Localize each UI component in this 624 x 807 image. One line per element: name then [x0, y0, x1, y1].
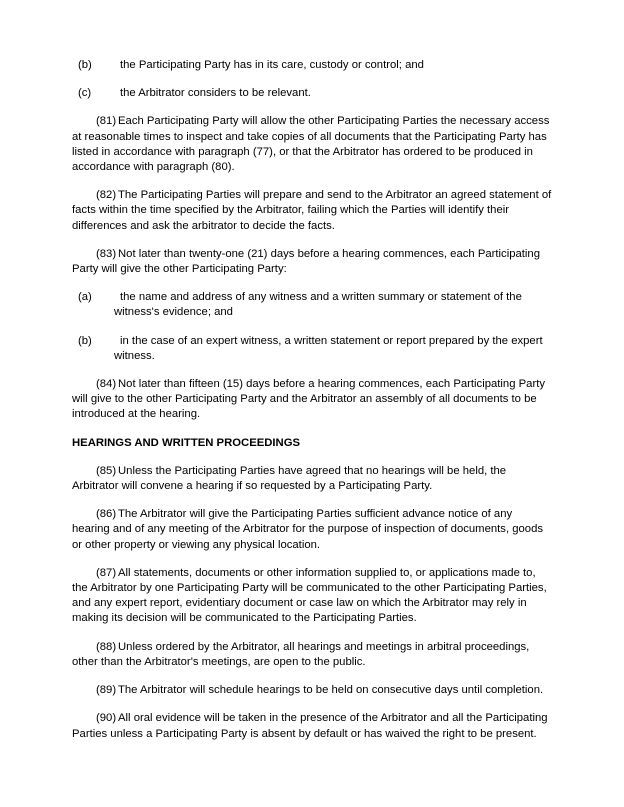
- sub-paragraph: [72, 58, 552, 73]
- paragraph-text: the name and address of any witness and a written summary or statement of the witness's evidence; and: [114, 291, 522, 319]
- paragraph-text: The Participating Parties will prepare and send to the Arbitrator an agreed statement of facts within the time specified by the Arbitrator, failing which the Parties will identify their differences and ask the arbitrator to decide the facts.: [72, 189, 552, 232]
- paragraph-line: [78, 86, 552, 101]
- paragraph-line: [72, 507, 552, 553]
- paragraph-line: [72, 114, 552, 175]
- paragraph-text: in the case of an expert witness, a written statement or report prepared by the expert witness.: [114, 334, 543, 362]
- numbered-paragraph: [72, 507, 552, 553]
- sub-item-label: (c): [78, 87, 92, 100]
- paragraph-text: The Arbitrator will schedule hearings to be held on consecutive days until completion.: [118, 684, 544, 697]
- paragraph-line: [72, 711, 552, 741]
- paragraph-line: [78, 58, 552, 73]
- paragraph-line: [72, 377, 552, 423]
- paragraph-text: All oral evidence will be taken in the presence of the Arbitrator and all the Participating Parties unless a Participating Party is absent by default or has waived the right to be present.: [72, 712, 548, 740]
- numbered-paragraph: [72, 566, 552, 627]
- numbered-paragraph: [72, 188, 552, 234]
- paragraph-text: Each Participating Party will allow the other Participating Parties the necessary access at reasonable times to inspect and take copies of all documents that the Participating Party has listed in accordance with paragraph (77), or that the Arbitrator has ordered to be produced in accordance with paragraph (80).: [72, 115, 550, 174]
- paragraph-line: [72, 247, 552, 277]
- paragraph-number: (89): [96, 684, 117, 697]
- paragraph-text: Not later than fifteen (15) days before a hearing commences, each Participating Party will give to the other Participating Party and the Arbitrator an assembly of all documents to be introduced at the hearing.: [72, 378, 545, 421]
- paragraph-line: [72, 683, 552, 698]
- sub-paragraph: [72, 86, 552, 101]
- paragraph-text: Unless the Participating Parties have agreed that no hearings will be held, the Arbitrator will convene a hearing if so requested by a Participating Party.: [72, 464, 507, 493]
- paragraph-number: (87): [96, 566, 117, 579]
- document-body: [72, 58, 552, 742]
- paragraph-line: [72, 464, 552, 494]
- sub-paragraph: [72, 334, 552, 364]
- paragraph-text: The Arbitrator will give the Participating Parties sufficient advance notice of any hearing and of any meeting of the Arbitrator for the purpose of inspection of documents, goods or other property or viewing any physical location.: [72, 508, 543, 551]
- numbered-paragraph: [72, 247, 552, 277]
- numbered-paragraph: [72, 711, 552, 741]
- paragraph-text: the Participating Party has in its care, custody or control; and: [120, 59, 424, 71]
- paragraph-number: (83): [96, 247, 117, 260]
- paragraph-line: [72, 566, 552, 627]
- paragraph-number: (90): [96, 712, 117, 725]
- sub-item-label: (b): [78, 59, 92, 71]
- paragraph-text: Not later than twenty-one (21) days before a hearing commences, each Participating Party will give the other Participating Party:: [72, 247, 540, 276]
- paragraph-text: All statements, documents or other information supplied to, or applications made to, the Arbitrator by one Participating Party will be communicated to the other Participating Parties, and any expert report, evidentiary document or case law on which the Arbitrator may rely in making its decision will be communicated to the Participating Parties.: [72, 566, 547, 625]
- paragraph-line: [78, 334, 552, 364]
- numbered-paragraph: [72, 377, 552, 423]
- sub-paragraph: [72, 290, 552, 320]
- paragraph-line: [78, 290, 552, 320]
- paragraph-text: Unless ordered by the Arbitrator, all hearings and meetings in arbitral proceedings, other than the Arbitrator's meetings, are open to the public.: [72, 640, 530, 668]
- numbered-paragraph: [72, 464, 552, 494]
- sub-item-label: (a): [78, 291, 92, 304]
- paragraph-number: (86): [96, 508, 117, 521]
- paragraph-number: (88): [96, 640, 117, 653]
- paragraph-line: [72, 640, 552, 670]
- paragraph-text: the Arbitrator considers to be relevant.: [120, 87, 311, 100]
- paragraph-number: (84): [96, 378, 117, 391]
- paragraph-number: (81): [96, 115, 117, 128]
- paragraph-number: (82): [96, 189, 117, 202]
- numbered-paragraph: [72, 683, 552, 698]
- sub-item-label: (b): [78, 334, 92, 347]
- paragraph-number: (85): [96, 464, 117, 477]
- section-heading: HEARINGS AND WRITTEN PROCEEDINGS: [72, 436, 301, 449]
- numbered-paragraph: [72, 114, 552, 175]
- paragraph-line: [72, 188, 552, 234]
- numbered-paragraph: [72, 640, 552, 670]
